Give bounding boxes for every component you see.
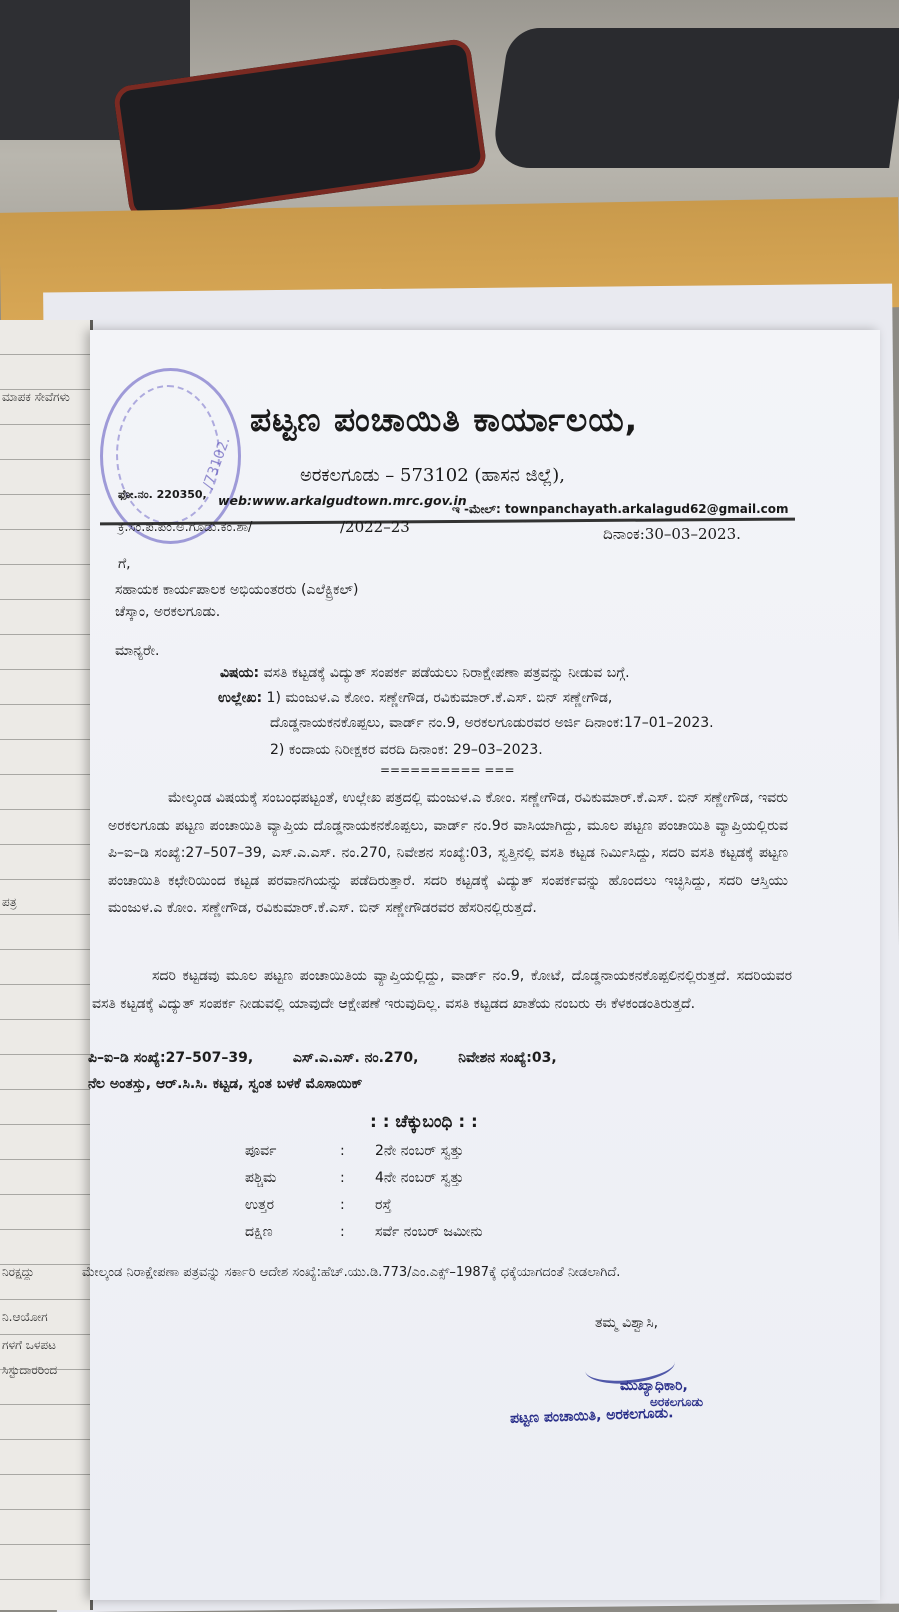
signatory-office: ಪಟ್ಟಣ ಪಂಚಾಯಿತಿ, ಅರಕಲಗೂಡು. — [509, 1405, 674, 1427]
boundary-direction: ಪಶ್ಚಿಮ — [245, 1170, 277, 1186]
stamp-text: /73102. — [200, 435, 234, 491]
letterhead-phone: ಫೋ.ನಂ. 220350, — [118, 488, 207, 501]
subject-text: ವಸತಿ ಕಟ್ಟಡಕ್ಕೆ ವಿದ್ಯುತ್ ಸಂಪರ್ಕ ಪಡೆಯಲು ನಿರಾಕ್ಷೇಪಣಾ ಪತ್ರವನ್ನು ನೀಡುವ ಬಗ್ಗೆ. — [263, 665, 630, 681]
book-margin-text: ಮಾಪಕ ಸೇವೆಗಳು — [2, 390, 70, 404]
to-label: ಗೆ, — [118, 556, 131, 572]
letterhead-address: ಅರಕಲಗೂಡು – 573102 (ಹಾಸನ ಜಿಲ್ಲೆ), — [300, 465, 565, 486]
boundary-value: ಸರ್ವೆ ನಂಬರ್ ಜಮೀನು — [375, 1224, 483, 1240]
letterhead-website: web:www.arkalgudtown.mrc.gov.in — [218, 493, 467, 508]
site-number: ನಿವೇಶನ ಸಂಖ್ಯೆ:03, — [458, 1050, 557, 1066]
register-book — [0, 320, 93, 1610]
sas-number: ಎಸ್.ಎ.ಎಸ್. ನಂ.270, — [292, 1050, 419, 1066]
body-paragraph-1: ಮೇಲ್ಕಂಡ ವಿಷಯಕ್ಕೆ ಸಂಬಂಧಪಟ್ಟಂತೆ, ಉಲ್ಲೇಖ ಪತ್ರದಲ್ಲಿ ಮಂಜುಳ.ಎ ಕೋಂ. ಸಣ್ಣೇಗೌಡ, ರವಿಕುಮಾರ್.ಕೆ.ಎಸ್. ಬಿನ್ ಸಣ್ಣೇಗೌಡ, ಇವರು ಅರಕಲಗೂಡು ಪಟ್ಟಣ ಪಂಚಾಯಿತಿ ವ್ಯಾಪ್ತಿಯ ದೊಡ್ಡನಾಯಕನಕೊಪ್ಪಲು, ವಾರ್ಡ್ ನಂ.9ರ ವಾಸಿಯಾಗಿದ್ದು, ಮೂಲ ಪಟ್ಟಣ ಪಂಚಾಯಿತಿ ವ್ಯಾಪ್ತಿಯಲ್ಲಿರುವ ಪಿ–ಐ–ಡಿ ಸಂಖ್ಯೆ:27–507–39, ಎಸ್.ಎ.ಎಸ್. ನಂ.270, ನಿವೇಶನ ಸಂಖ್ಯೆ:03, ಸ್ವತ್ತಿನಲ್ಲಿ ವಸತಿ ಕಟ್ಟಡ ನಿರ್ಮಿಸಿದ್ದು, ಸದರಿ ವಸತಿ ಕಟ್ಟಡಕ್ಕೆ ಪಟ್ಟಣ ಪಂಚಾಯಿತಿ ಕಛೇರಿಯಿಂದ ಕಟ್ಟಡ ಪರವಾನಗಿಯನ್ನು ಪಡೆದಿರುತ್ತಾರೆ. ಸದರಿ ಕಟ್ಟಡಕ್ಕೆ ವಿದ್ಯುತ್ ಸಂಪರ್ಕವನ್ನು ಹೊಂದಲು ಇಚ್ಛಿಸಿದ್ದು, ಸದರಿ ಆಸ್ತಿಯು ಮಂಜುಳ.ಎ ಕೋಂ. ಸಣ್ಣೇಗೌಡ, ರವಿಕುಮಾರ್.ಕೆ.ಎಸ್. ಬಿನ್ ಸಣ್ಣೇಗೌಡರವರ ಹೆಸರಿನಲ್ಲಿರುತ್ತದೆ. — [108, 790, 789, 916]
letterhead-title: ಪಟ್ಟಣ ಪಂಚಾಯಿತಿ ಕಾರ್ಯಾಲಯ, — [250, 400, 639, 439]
book-margin-text: ನಿರಕ್ಷದ್ದು — [2, 1265, 35, 1279]
boundary-row — [245, 1197, 392, 1213]
closing-note: ಮೇಲ್ಕಂಡ ನಿರಾಕ್ಷೇಪಣಾ ಪತ್ರವನ್ನು ಸರ್ಕಾರಿ ಆದೇಶ ಸಂಖ್ಯೆ:ಹೆಚ್.ಯು.ಡಿ.773/ಎಂ.ಎಕ್ಸ್–1987ಕ್ಕೆ ಧಕ್ಕೆಯಾಗದಂತೆ ನೀಡಲಾಗಿದೆ. — [82, 1265, 621, 1280]
reference-divider: ========== === — [380, 763, 515, 777]
boundary-separator: : — [340, 1197, 345, 1213]
boundary-separator: : — [340, 1143, 345, 1159]
body-paragraph-2: ಸದರಿ ಕಟ್ಟಡವು ಮೂಲ ಪಟ್ಟಣ ಪಂಚಾಯಿತಿಯ ವ್ಯಾಪ್ತಿಯಲ್ಲಿದ್ದು, ವಾರ್ಡ್ ನಂ.9, ಕೋಟೆ, ದೊಡ್ಡನಾಯಕನಕೊಪ್ಪಲಿನಲ್ಲಿರುತ್ತದೆ. ಸದರಿಯವರ ವಸತಿ ಕಟ್ಟಡಕ್ಕೆ ವಿದ್ಯುತ್ ಸಂಪರ್ಕ ನೀಡುವಲ್ಲಿ ಯಾವುದೇ ಆಕ್ಷೇಪಣೆ ಇರುವುದಿಲ್ಲ. ವಸತಿ ಕಟ್ಟಡದ ಖಾತೆಯ ನಂಬರು ಈ ಕೆಳಕಂಡಂತಿರುತ್ತದೆ. — [92, 968, 792, 1012]
reference-2: 2) ಕಂದಾಯ ನಿರೀಕ್ಷಕರ ವರದಿ ದಿನಾಂಕ: 29–03–2023. — [270, 742, 543, 758]
boundary-direction: ದಕ್ಷಿಣ — [245, 1224, 273, 1240]
reference-year: /2022–23 — [340, 518, 410, 536]
salutation: ಮಾನ್ಯರೇ. — [115, 643, 160, 659]
reference-1-line-1: 1) ಮಂಜುಳ.ಎ ಕೋಂ. ಸಣ್ಣೇಗೌಡ, ರವಿಕುಮಾರ್.ಕೆ.ಎಸ್. ಬಿನ್ ಸಣ್ಣೇಗೌಡ, — [266, 690, 613, 706]
pid-number: ಪಿ–ಐ–ಡಿ ಸಂಖ್ಯೆ:27–507–39, — [88, 1050, 254, 1066]
boundary-value: 4ನೇ ನಂಬರ್ ಸ್ವತ್ತು — [375, 1170, 464, 1186]
reference-number: ಕ್ರ.ಸಂ.ಪ.ಪಂ.ಅ.ಗೂಡು.ಕಂ.ಶಾ/ — [118, 520, 253, 535]
boundary-separator: : — [340, 1224, 345, 1240]
reference-1-line-2: ದೊಡ್ಡನಾಯಕನಕೊಪ್ಪಲು, ವಾರ್ಡ್ ನಂ.9, ಅರಕಲಗೂಡುರವರ ಅರ್ಜಿ ದಿನಾಂಕ:17–01–2023. — [270, 715, 714, 731]
subject-label: ವಿಷಯ: — [220, 665, 260, 681]
book-margin-text: ನಿ.ಆಯೋಗ — [2, 1310, 48, 1324]
building-description: ನೆಲ ಅಂತಸ್ತು, ಆರ್.ಸಿ.ಸಿ. ಕಟ್ಟಡ, ಸ್ವಂತ ಬಳಕೆ ಮೊಸಾಯಿಕ್ — [88, 1076, 363, 1092]
letter-date: ದಿನಾಂಕ:30–03–2023. — [603, 525, 741, 543]
book-margin-text: ಪತ್ರ — [2, 895, 17, 909]
boundaries-heading: : : ಚೆಕ್ಕುಬಂಧಿ : : — [370, 1112, 478, 1132]
boundary-row — [245, 1224, 483, 1240]
boundary-direction: ಉತ್ತರ — [245, 1197, 274, 1213]
signatory-place: ಅರಕಲಗೂಡು — [650, 1395, 704, 1409]
monitor-stand — [490, 28, 899, 168]
boundary-separator: : — [340, 1170, 345, 1186]
boundary-row — [245, 1170, 464, 1186]
sign-off: ತಮ್ಮ ವಿಶ್ವಾಸಿ, — [595, 1315, 659, 1331]
book-margin-text: ಸಿಸ್ಟುದಾರರಿಂದ — [2, 1363, 58, 1377]
boundary-row — [245, 1143, 464, 1159]
boundary-value: ರಸ್ತೆ — [375, 1197, 392, 1213]
book-margin-text: ಗಳಗೆ ಒಳಪಟ — [2, 1338, 56, 1352]
signatory-title: ಮುಖ್ಯಾಧಿಕಾರಿ, — [620, 1378, 688, 1394]
boundary-value: 2ನೇ ನಂಬರ್ ಸ್ವತ್ತು — [375, 1143, 464, 1159]
recipient-line-1: ಸಹಾಯಕ ಕಾರ್ಯಪಾಲಕ ಅಭಿಯಂತರರು (ಎಲೆಕ್ಟ್ರಿಕಲ್) — [115, 582, 359, 598]
references-label: ಉಲ್ಲೇಖ: — [218, 690, 263, 706]
boundary-direction: ಪೂರ್ವ — [245, 1143, 277, 1159]
recipient-line-2: ಚೆಸ್ಕಾಂ, ಅರಕಲಗೂಡು. — [115, 604, 221, 620]
letterhead-email: ಇ -ಮೇಲ್: townpanchayath.arkalagud62@gmail.com — [452, 502, 789, 516]
office-seal-inner-ring — [116, 385, 220, 524]
